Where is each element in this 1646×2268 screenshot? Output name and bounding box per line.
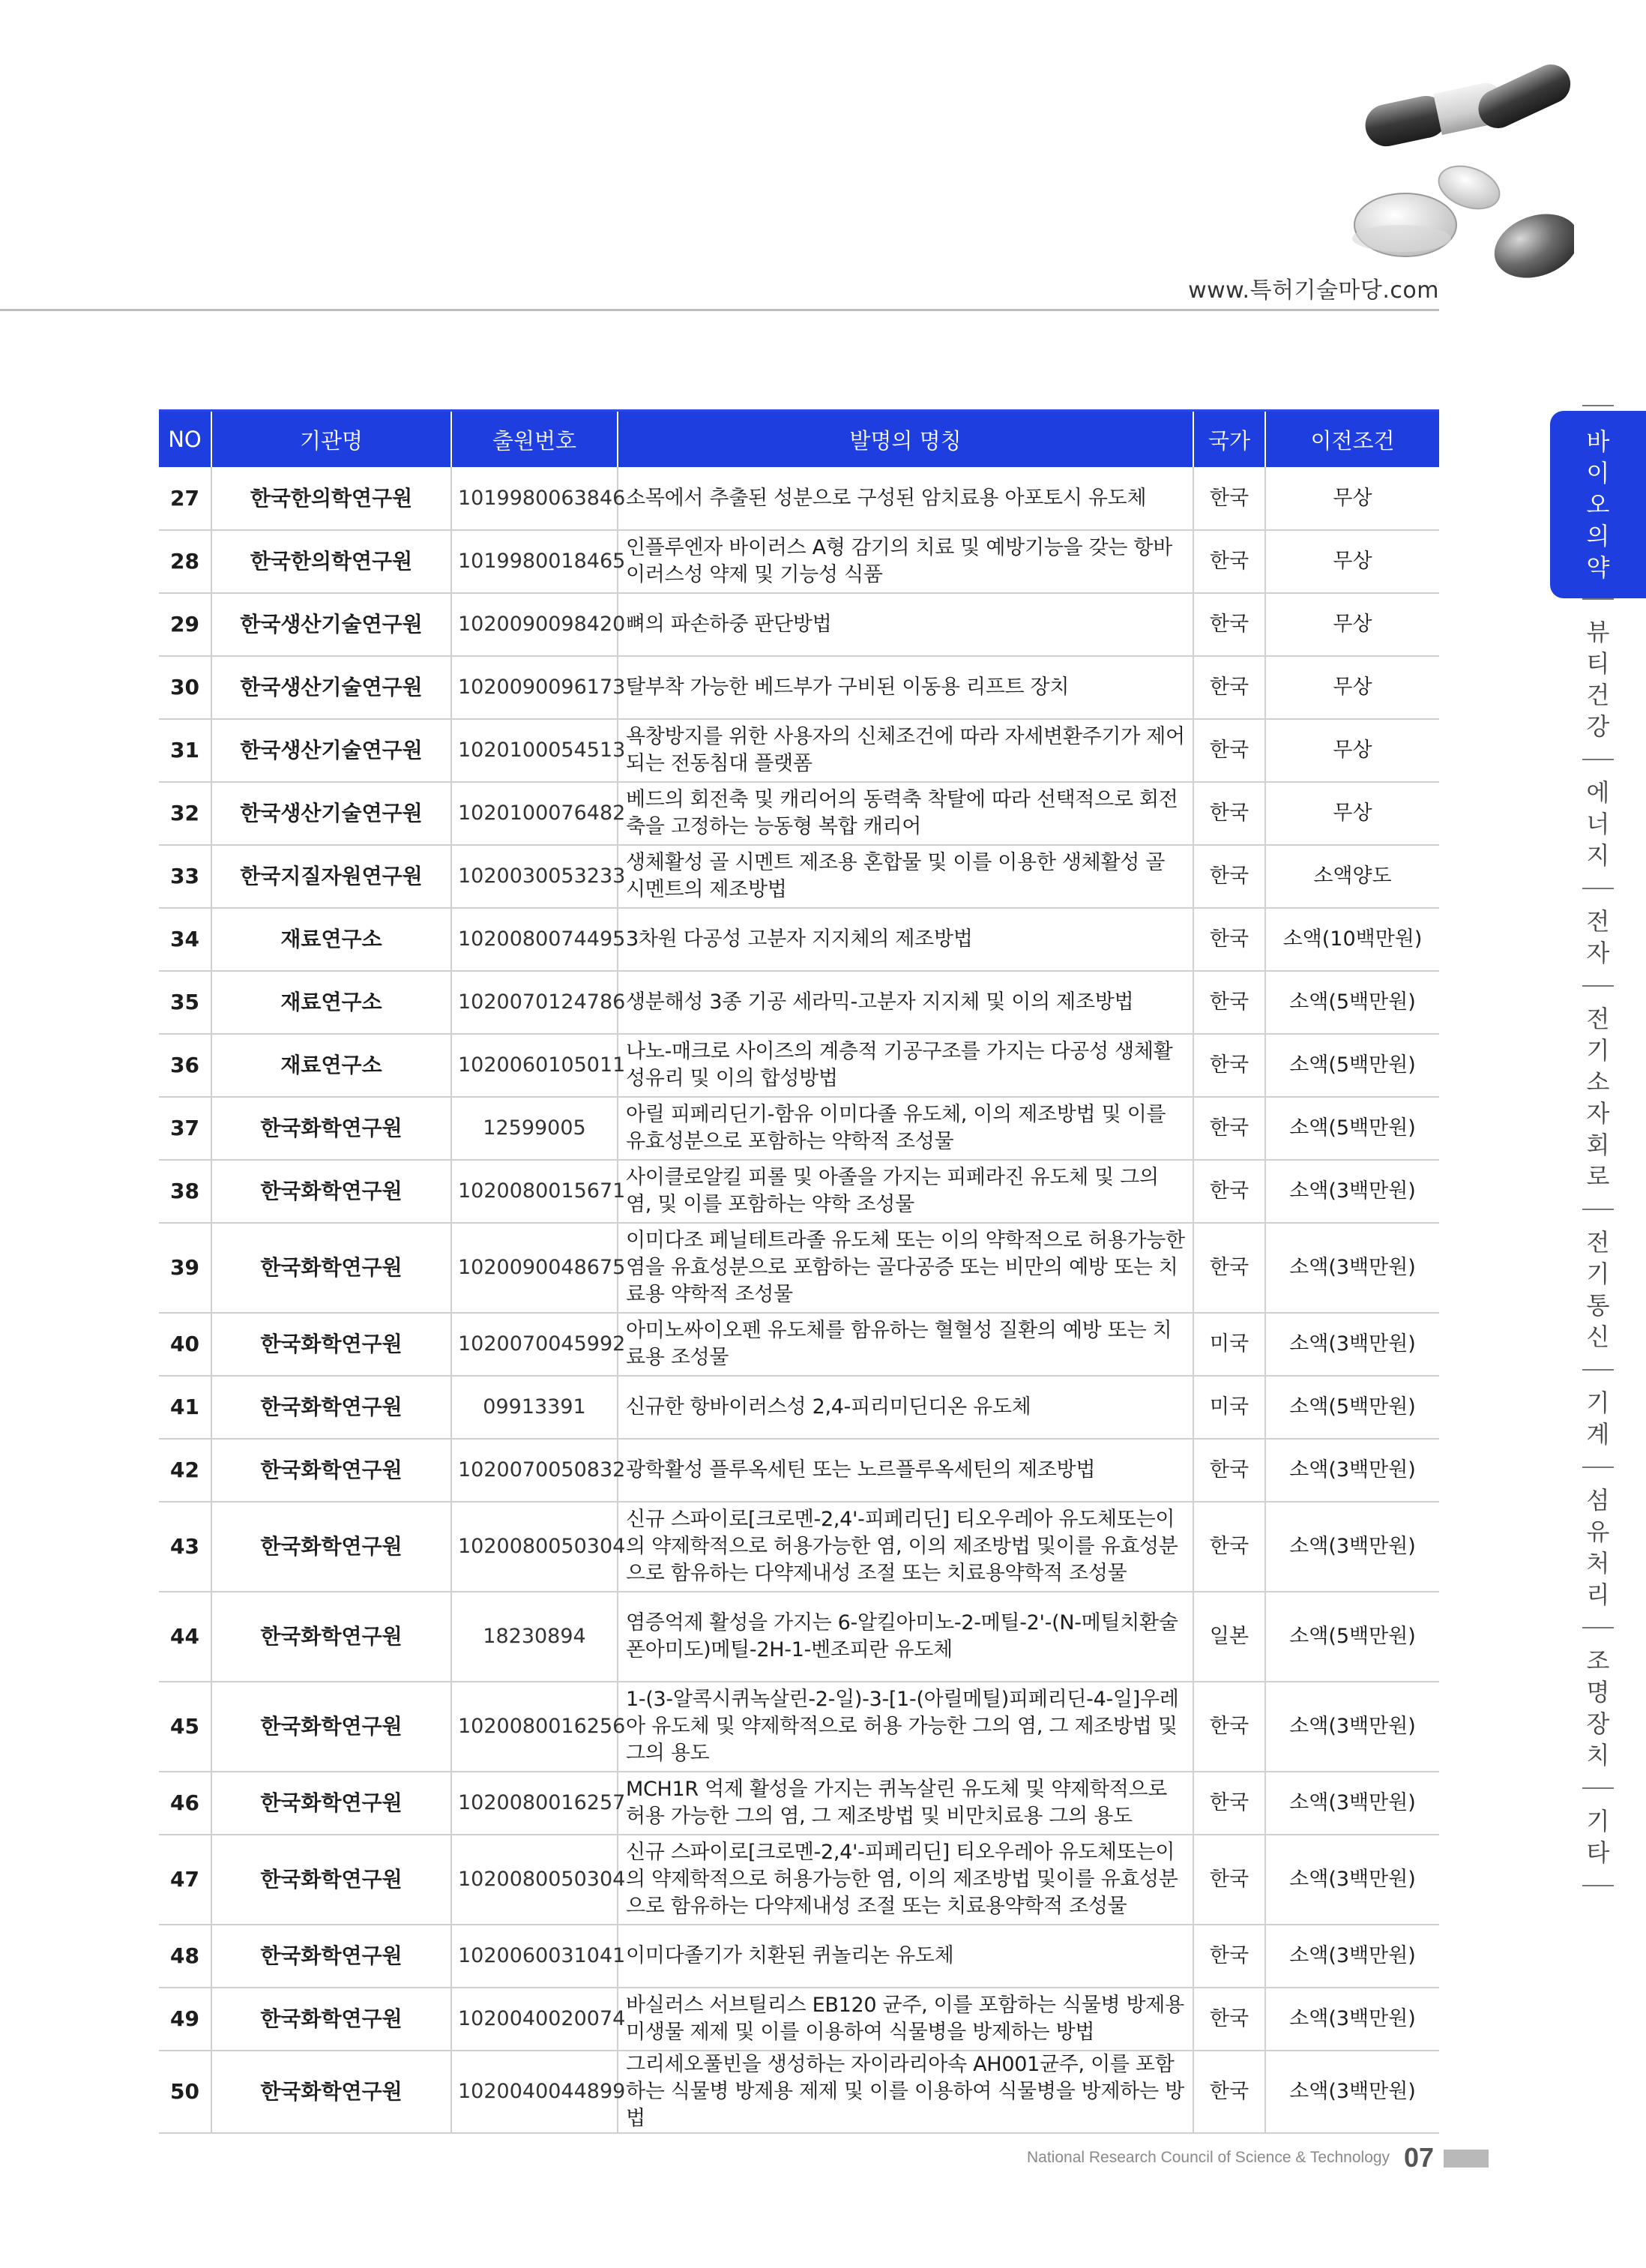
- row-appno: 1020060105011: [451, 1034, 618, 1097]
- row-no: 45: [159, 1682, 211, 1772]
- row-org: 한국화학연구원: [211, 1772, 451, 1835]
- row-org: 한국화학연구원: [211, 1223, 451, 1313]
- row-no: 49: [159, 1988, 211, 2051]
- side-tab-char: 치: [1586, 1741, 1610, 1769]
- patent-table-container: [159, 409, 1439, 2134]
- table-row: [159, 593, 1439, 656]
- side-tab-char: 타: [1586, 1838, 1610, 1867]
- row-cond: 소액(5백만원): [1265, 971, 1439, 1034]
- side-tab-char: 처: [1586, 1549, 1610, 1577]
- row-no: 28: [159, 530, 211, 593]
- side-tab-char: 조: [1586, 1646, 1610, 1675]
- row-nation: 일본: [1193, 1592, 1265, 1682]
- tab-divider: [1582, 1885, 1614, 1886]
- row-org: 한국화학연구원: [211, 1925, 451, 1988]
- side-tab-7[interactable]: [1550, 1371, 1646, 1467]
- row-nation: 한국: [1193, 656, 1265, 719]
- table-row: [159, 1313, 1439, 1376]
- row-nation: 한국: [1193, 1439, 1265, 1502]
- side-tab-8[interactable]: [1550, 1468, 1646, 1627]
- table-row: [159, 1835, 1439, 1925]
- row-no: 39: [159, 1223, 211, 1313]
- side-tab-char: 섬: [1586, 1486, 1610, 1514]
- side-tab-char: 장: [1586, 1709, 1610, 1738]
- table-row: [159, 1682, 1439, 1772]
- col-header-nation: 국가: [1193, 411, 1265, 468]
- table-row: [159, 782, 1439, 845]
- row-title: 욕창방지를 위한 사용자의 신체조건에 따라 자세변환주기가 제어되는 전동침대 플랫폼: [618, 719, 1193, 782]
- row-title: 소목에서 추출된 성분으로 구성된 암치료용 아포토시 유도체: [618, 467, 1193, 530]
- row-appno: 1020070045992: [451, 1313, 618, 1376]
- row-cond: 소액(3백만원): [1265, 1313, 1439, 1376]
- row-org: 한국화학연구원: [211, 1592, 451, 1682]
- row-appno: 1020080016257: [451, 1772, 618, 1835]
- row-no: 37: [159, 1097, 211, 1160]
- side-tab-char: 의: [1586, 522, 1610, 550]
- page-number: 07: [1404, 2142, 1435, 2173]
- row-appno: 1020080074495: [451, 908, 618, 971]
- row-nation: 한국: [1193, 971, 1265, 1034]
- row-title: 3차원 다공성 고분자 지지체의 제조방법: [618, 908, 1193, 971]
- side-tab-char: 전: [1586, 907, 1610, 936]
- row-cond: 무상: [1265, 656, 1439, 719]
- category-side-tabs: [1550, 405, 1646, 1886]
- col-header-no: NO: [159, 411, 211, 468]
- side-tab-char: 뷰: [1586, 618, 1610, 646]
- row-title: 아릴 피페리딘기-함유 이미다졸 유도체, 이의 제조방법 및 이를 유효성분으로 포함하는 약학적 조성물: [618, 1097, 1193, 1160]
- row-title: MCH1R 억제 활성을 가지는 퀴녹살린 유도체 및 약제학적으로 허용 가능한 그의 염, 그 제조방법 및 비만치료용 그의 용도: [618, 1772, 1193, 1835]
- side-tab-char: 회: [1586, 1131, 1610, 1159]
- table-row: [159, 1502, 1439, 1592]
- row-cond: 무상: [1265, 782, 1439, 845]
- row-nation: 한국: [1193, 1223, 1265, 1313]
- row-no: 44: [159, 1592, 211, 1682]
- row-title: 베드의 회전축 및 캐리어의 동력축 착탈에 따라 선택적으로 회전축을 고정하는 능동형 복합 캐리어: [618, 782, 1193, 845]
- side-tab-char: 자: [1586, 1099, 1610, 1128]
- row-appno: 1019980018465: [451, 530, 618, 593]
- table-row: [159, 1376, 1439, 1439]
- side-tab-char: 명: [1586, 1678, 1610, 1706]
- row-cond: 소액(3백만원): [1265, 2051, 1439, 2133]
- row-cond: 소액(3백만원): [1265, 1223, 1439, 1313]
- table-row: [159, 530, 1439, 593]
- side-tab-char: 건: [1586, 681, 1610, 709]
- row-nation: 한국: [1193, 1835, 1265, 1925]
- side-tab-char: 약: [1586, 553, 1610, 582]
- row-title: 신규 스파이로[크로멘-2,4'-피페리딘] 티오우레아 유도체또는이의 약제학적으로 허용가능한 염, 이의 제조방법 및이를 유효성분으로 함유하는 다약제내성 조절 또는 치료용약학적 조성물: [618, 1502, 1193, 1592]
- row-no: 40: [159, 1313, 211, 1376]
- side-tab-9[interactable]: [1550, 1628, 1646, 1787]
- row-title: 그리세오풀빈을 생성하는 자이라리아속 AH001균주, 이를 포함하는 식물병 방제용 제제 및 이를 이용하여 식물병을 방제하는 방법: [618, 2051, 1193, 2133]
- row-nation: 한국: [1193, 1682, 1265, 1772]
- row-cond: 소액(3백만원): [1265, 1682, 1439, 1772]
- side-tab-char: 기: [1586, 1036, 1610, 1065]
- side-tab-5[interactable]: [1550, 987, 1646, 1209]
- row-cond: 소액(3백만원): [1265, 1925, 1439, 1988]
- tab-divider: [1582, 405, 1614, 406]
- side-tab-char: 신: [1586, 1323, 1610, 1351]
- row-nation: 한국: [1193, 845, 1265, 908]
- side-tab-char: 오: [1586, 490, 1610, 519]
- row-appno: 1020070050832: [451, 1439, 618, 1502]
- table-row: [159, 656, 1439, 719]
- row-no: 46: [159, 1772, 211, 1835]
- col-header-appno: 출원번호: [451, 411, 618, 468]
- row-org: 한국화학연구원: [211, 1160, 451, 1223]
- row-title: 바실러스 서브틸리스 EB120 균주, 이를 포함하는 식물병 방제용 미생물 제제 및 이를 이용하여 식물병을 방제하는 방법: [618, 1988, 1193, 2051]
- row-title: 신규 스파이로[크로멘-2,4'-피페리딘] 티오우레아 유도체또는이의 약제학적으로 허용가능한 염, 이의 제조방법 및이를 유효성분으로 함유하는 다약제내성 조절 또는 치료용약학적 조성물: [618, 1835, 1193, 1925]
- row-no: 41: [159, 1376, 211, 1439]
- table-body: [159, 467, 1439, 2133]
- row-title: 염증억제 활성을 가지는 6-알킬아미노-2-메틸-2'-(N-메틸치환술폰아미도)메틸-2H-1-벤조피란 유도체: [618, 1592, 1193, 1682]
- row-org: 한국생산기술연구원: [211, 656, 451, 719]
- col-header-title: 발명의 명칭: [618, 411, 1193, 468]
- row-appno: 09913391: [451, 1376, 618, 1439]
- row-nation: 한국: [1193, 1160, 1265, 1223]
- row-appno: 1020090048675: [451, 1223, 618, 1313]
- header-divider: [0, 309, 1439, 311]
- row-appno: 1020090098420: [451, 593, 618, 656]
- row-org: 한국지질자원연구원: [211, 845, 451, 908]
- row-no: 31: [159, 719, 211, 782]
- table-header-row: [159, 411, 1439, 468]
- row-appno: 1020080050304: [451, 1835, 618, 1925]
- row-appno: 1020080015671: [451, 1160, 618, 1223]
- side-tab-char: 기: [1586, 1389, 1610, 1417]
- side-tab-char: 기: [1586, 1807, 1610, 1835]
- table-row: [159, 719, 1439, 782]
- row-nation: 한국: [1193, 908, 1265, 971]
- row-nation: 한국: [1193, 2051, 1265, 2133]
- table-row: [159, 1592, 1439, 1682]
- row-nation: 한국: [1193, 1097, 1265, 1160]
- side-tab-char: 전: [1586, 1005, 1610, 1033]
- row-no: 42: [159, 1439, 211, 1502]
- row-title: 나노-매크로 사이즈의 계층적 기공구조를 가지는 다공성 생체활성유리 및 이의 합성방법: [618, 1034, 1193, 1097]
- row-cond: 무상: [1265, 530, 1439, 593]
- row-nation: 한국: [1193, 719, 1265, 782]
- row-no: 50: [159, 2051, 211, 2133]
- side-tab-1[interactable]: [1550, 411, 1646, 598]
- side-tab-6[interactable]: [1550, 1210, 1646, 1369]
- side-tab-char: 티: [1586, 649, 1610, 678]
- row-title: 생분해성 3종 기공 세라믹-고분자 지지체 및 이의 제조방법: [618, 971, 1193, 1034]
- row-org: 한국화학연구원: [211, 1097, 451, 1160]
- patent-table: [159, 409, 1439, 2134]
- row-title: 이미다조 페닐테트라졸 유도체 또는 이의 약학적으로 허용가능한 염을 유효성분으로 포함하는 골다공증 또는 비만의 예방 또는 치료용 약학적 조성물: [618, 1223, 1193, 1313]
- row-appno: 1020040044899: [451, 2051, 618, 2133]
- row-no: 27: [159, 467, 211, 530]
- row-no: 29: [159, 593, 211, 656]
- row-appno: 1020070124786: [451, 971, 618, 1034]
- row-cond: 소액(3백만원): [1265, 1835, 1439, 1925]
- row-no: 47: [159, 1835, 211, 1925]
- row-no: 38: [159, 1160, 211, 1223]
- row-org: 한국화학연구원: [211, 1835, 451, 1925]
- side-tab-char: 이: [1586, 459, 1610, 487]
- side-tab-char: 바: [1586, 427, 1610, 456]
- row-appno: 1020080050304: [451, 1502, 618, 1592]
- side-tab-char: 통: [1586, 1291, 1610, 1320]
- side-tab-char: 리: [1586, 1580, 1610, 1609]
- row-title: 인플루엔자 바이러스 A형 감기의 치료 및 예방기능을 갖는 항바이러스성 약제 및 기능성 식품: [618, 530, 1193, 593]
- row-nation: 미국: [1193, 1376, 1265, 1439]
- col-header-org: 기관명: [211, 411, 451, 468]
- row-org: 한국화학연구원: [211, 1313, 451, 1376]
- row-org: 한국생산기술연구원: [211, 782, 451, 845]
- side-tab-char: 계: [1586, 1420, 1610, 1449]
- row-nation: 한국: [1193, 1988, 1265, 2051]
- row-title: 사이클로알킬 피롤 및 아졸을 가지는 피페라진 유도체 및 그의 염, 및 이를 포함하는 약학 조성물: [618, 1160, 1193, 1223]
- row-appno: 1020060031041: [451, 1925, 618, 1988]
- table-row: [159, 2051, 1439, 2133]
- col-header-cond: 이전조건: [1265, 411, 1439, 468]
- row-nation: 한국: [1193, 593, 1265, 656]
- table-row: [159, 908, 1439, 971]
- row-cond: 소액(10백만원): [1265, 908, 1439, 971]
- row-cond: 소액(5백만원): [1265, 1592, 1439, 1682]
- side-tab-char: 에: [1586, 778, 1610, 807]
- table-row: [159, 1988, 1439, 2051]
- row-appno: 1020040020074: [451, 1988, 618, 2051]
- site-url[interactable]: www.특허기술마당.com: [1188, 277, 1439, 304]
- row-nation: 한국: [1193, 530, 1265, 593]
- table-row: [159, 845, 1439, 908]
- row-org: 한국화학연구원: [211, 1439, 451, 1502]
- row-no: 48: [159, 1925, 211, 1988]
- side-tab-char: 강: [1586, 712, 1610, 741]
- row-cond: 소액(3백만원): [1265, 1160, 1439, 1223]
- row-org: 재료연구소: [211, 908, 451, 971]
- row-title: 1-(3-알콕시퀴녹살린-2-일)-3-[1-(아릴메틸)피페리딘-4-일]우레아 유도체 및 약제학적으로 허용 가능한 그의 염, 그 제조방법 및 그의 용도: [618, 1682, 1193, 1772]
- side-tab-char: 지: [1586, 841, 1610, 870]
- side-tab-char: 소: [1586, 1068, 1610, 1096]
- side-tab-char: 기: [1586, 1260, 1610, 1288]
- table-row: [159, 971, 1439, 1034]
- table-row: [159, 1223, 1439, 1313]
- row-nation: 한국: [1193, 1034, 1265, 1097]
- row-org: 한국한의학연구원: [211, 467, 451, 530]
- row-no: 33: [159, 845, 211, 908]
- side-tab-char: 로: [1586, 1162, 1610, 1191]
- side-tab-char: 전: [1586, 1228, 1610, 1257]
- row-cond: 무상: [1265, 593, 1439, 656]
- row-cond: 소액(5백만원): [1265, 1097, 1439, 1160]
- row-appno: 1020090096173: [451, 656, 618, 719]
- row-nation: 한국: [1193, 467, 1265, 530]
- row-appno: 12599005: [451, 1097, 618, 1160]
- row-appno: 18230894: [451, 1592, 618, 1682]
- row-title: 광학활성 플루옥세틴 또는 노르플루옥세틴의 제조방법: [618, 1439, 1193, 1502]
- row-no: 35: [159, 971, 211, 1034]
- row-org: 한국화학연구원: [211, 1682, 451, 1772]
- row-org: 한국한의학연구원: [211, 530, 451, 593]
- side-tab-10[interactable]: [1550, 1789, 1646, 1885]
- row-nation: 한국: [1193, 1502, 1265, 1592]
- side-tab-4[interactable]: [1550, 889, 1646, 985]
- row-appno: 1020080016256: [451, 1682, 618, 1772]
- row-appno: 1020100076482: [451, 782, 618, 845]
- row-org: 한국화학연구원: [211, 1376, 451, 1439]
- side-tab-char: 자: [1586, 939, 1610, 967]
- row-no: 30: [159, 656, 211, 719]
- side-tab-3[interactable]: [1550, 760, 1646, 888]
- side-tab-char: 유: [1586, 1517, 1610, 1546]
- row-title: 아미노싸이오펜 유도체를 함유하는 혈혈성 질환의 예방 또는 치료용 조성물: [618, 1313, 1193, 1376]
- row-no: 34: [159, 908, 211, 971]
- row-org: 재료연구소: [211, 1034, 451, 1097]
- row-nation: 한국: [1193, 1772, 1265, 1835]
- row-no: 36: [159, 1034, 211, 1097]
- row-org: 한국화학연구원: [211, 2051, 451, 2133]
- row-appno: 1020100054513: [451, 719, 618, 782]
- row-title: 신규한 항바이러스성 2,4-피리미딘디온 유도체: [618, 1376, 1193, 1439]
- table-row: [159, 1160, 1439, 1223]
- table-row: [159, 1439, 1439, 1502]
- row-title: 이미다졸기가 치환된 퀴놀리논 유도체: [618, 1925, 1193, 1988]
- table-row: [159, 1772, 1439, 1835]
- row-cond: 소액(3백만원): [1265, 1988, 1439, 2051]
- side-tab-char: 너: [1586, 810, 1610, 838]
- table-row: [159, 1097, 1439, 1160]
- row-cond: 소액(5백만원): [1265, 1034, 1439, 1097]
- footer-org-name: National Research Council of Science & Technology: [1027, 2149, 1390, 2166]
- page-number-bar: [1444, 2150, 1489, 2168]
- row-org: 한국화학연구원: [211, 1988, 451, 2051]
- row-appno: 1020030053233: [451, 845, 618, 908]
- row-org: 한국화학연구원: [211, 1502, 451, 1592]
- row-cond: 무상: [1265, 467, 1439, 530]
- row-appno: 1019980063846: [451, 467, 618, 530]
- row-no: 32: [159, 782, 211, 845]
- row-title: 탈부착 가능한 베드부가 구비된 이동용 리프트 장치: [618, 656, 1193, 719]
- row-title: 뼈의 파손하중 판단방법: [618, 593, 1193, 656]
- row-cond: 소액(3백만원): [1265, 1502, 1439, 1592]
- row-cond: 소액양도: [1265, 845, 1439, 908]
- row-cond: 소액(5백만원): [1265, 1376, 1439, 1439]
- row-cond: 소액(3백만원): [1265, 1772, 1439, 1835]
- table-row: [159, 1034, 1439, 1097]
- row-no: 43: [159, 1502, 211, 1592]
- row-org: 한국생산기술연구원: [211, 593, 451, 656]
- row-org: 재료연구소: [211, 971, 451, 1034]
- row-cond: 소액(3백만원): [1265, 1439, 1439, 1502]
- row-title: 생체활성 골 시멘트 제조용 혼합물 및 이를 이용한 생체활성 골 시멘트의 제조방법: [618, 845, 1193, 908]
- row-nation: 한국: [1193, 782, 1265, 845]
- table-row: [159, 1925, 1439, 1988]
- row-nation: 한국: [1193, 1925, 1265, 1988]
- row-nation: 미국: [1193, 1313, 1265, 1376]
- row-org: 한국생산기술연구원: [211, 719, 451, 782]
- row-cond: 무상: [1265, 719, 1439, 782]
- side-tab-2[interactable]: [1550, 600, 1646, 759]
- table-row: [159, 467, 1439, 530]
